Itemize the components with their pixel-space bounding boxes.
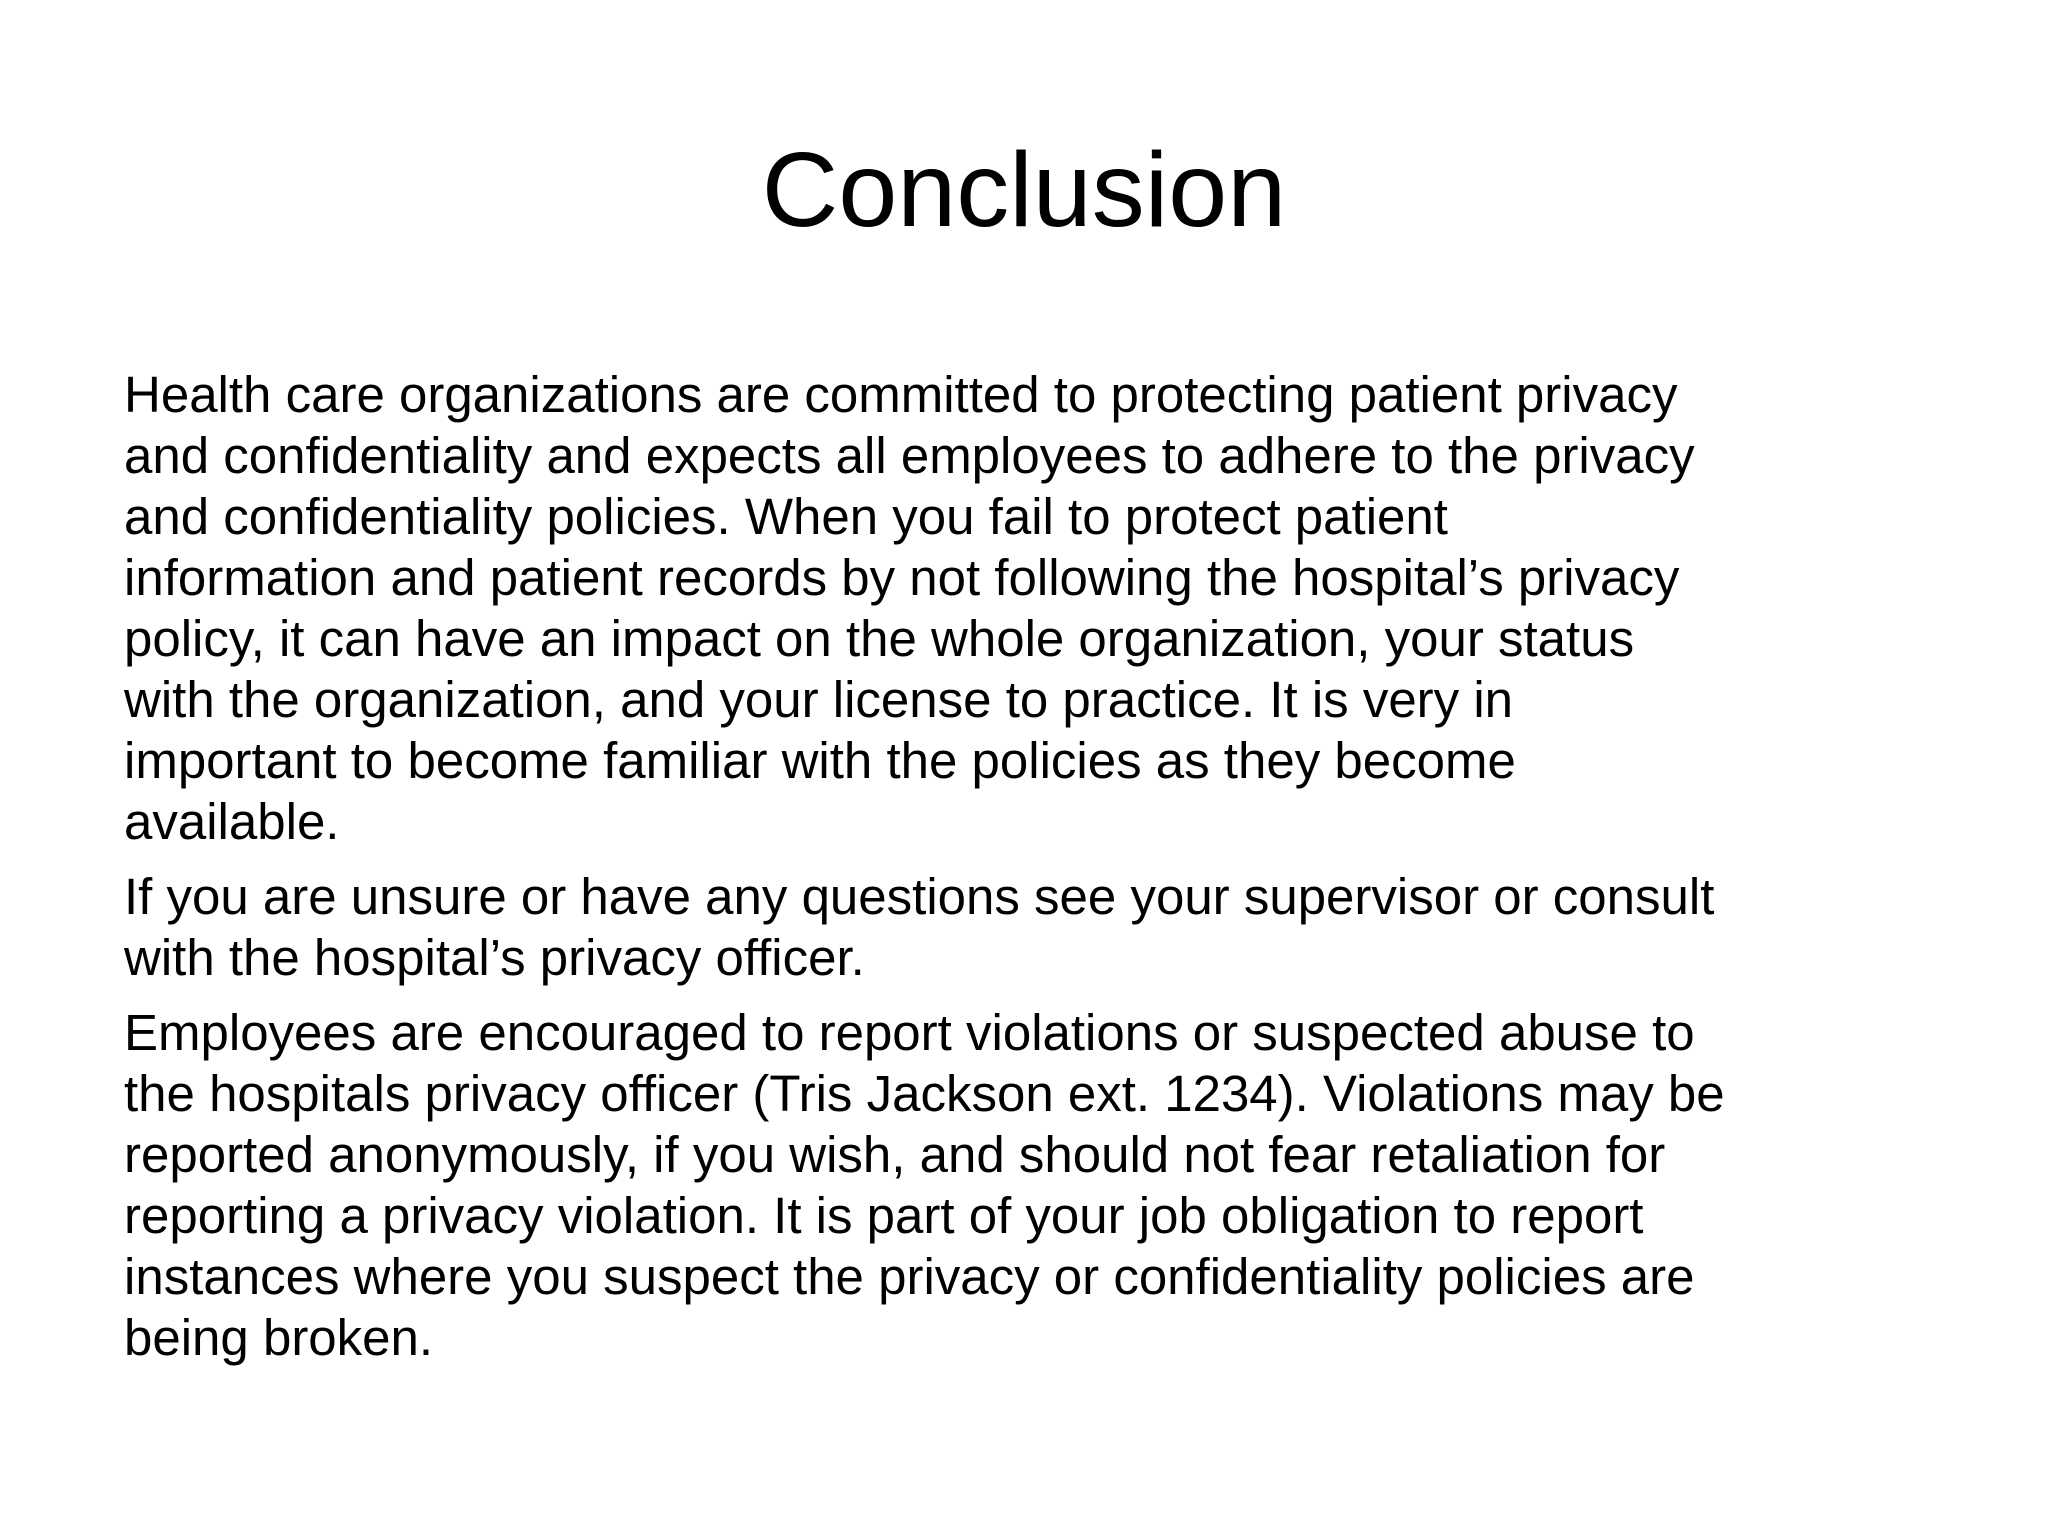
slide-body [124, 364, 1954, 1382]
paragraph-questions: If you are unsure or have any questions see your supervisor or consult with the hospital’s privacy officer. [124, 868, 1715, 986]
paragraph-commitment: Health care organizations are committed to protecting patient privacy and confidentiality and expects all employees to adhere to the privacy and confidentiality policies. When you fail to protect patient information and patient records by not following the hospital’s privacy policy, it can have an impact on the whole organization, your status with the organization, and your license to practice. It is very in important to become familiar with the policies as they become available. [124, 366, 1695, 850]
slide-title: Conclusion [761, 131, 1287, 249]
paragraph-reporting: Employees are encouraged to report violations or suspected abuse to the hospitals privacy officer (Tris Jackson ext. 1234). Violations may be reported anonymously, if you wish, and should not fear retaliation for reporting a privacy violation. It is part of your job obligation to report instances where you suspect the privacy or confidentiality policies are being broken. [124, 1004, 1725, 1366]
